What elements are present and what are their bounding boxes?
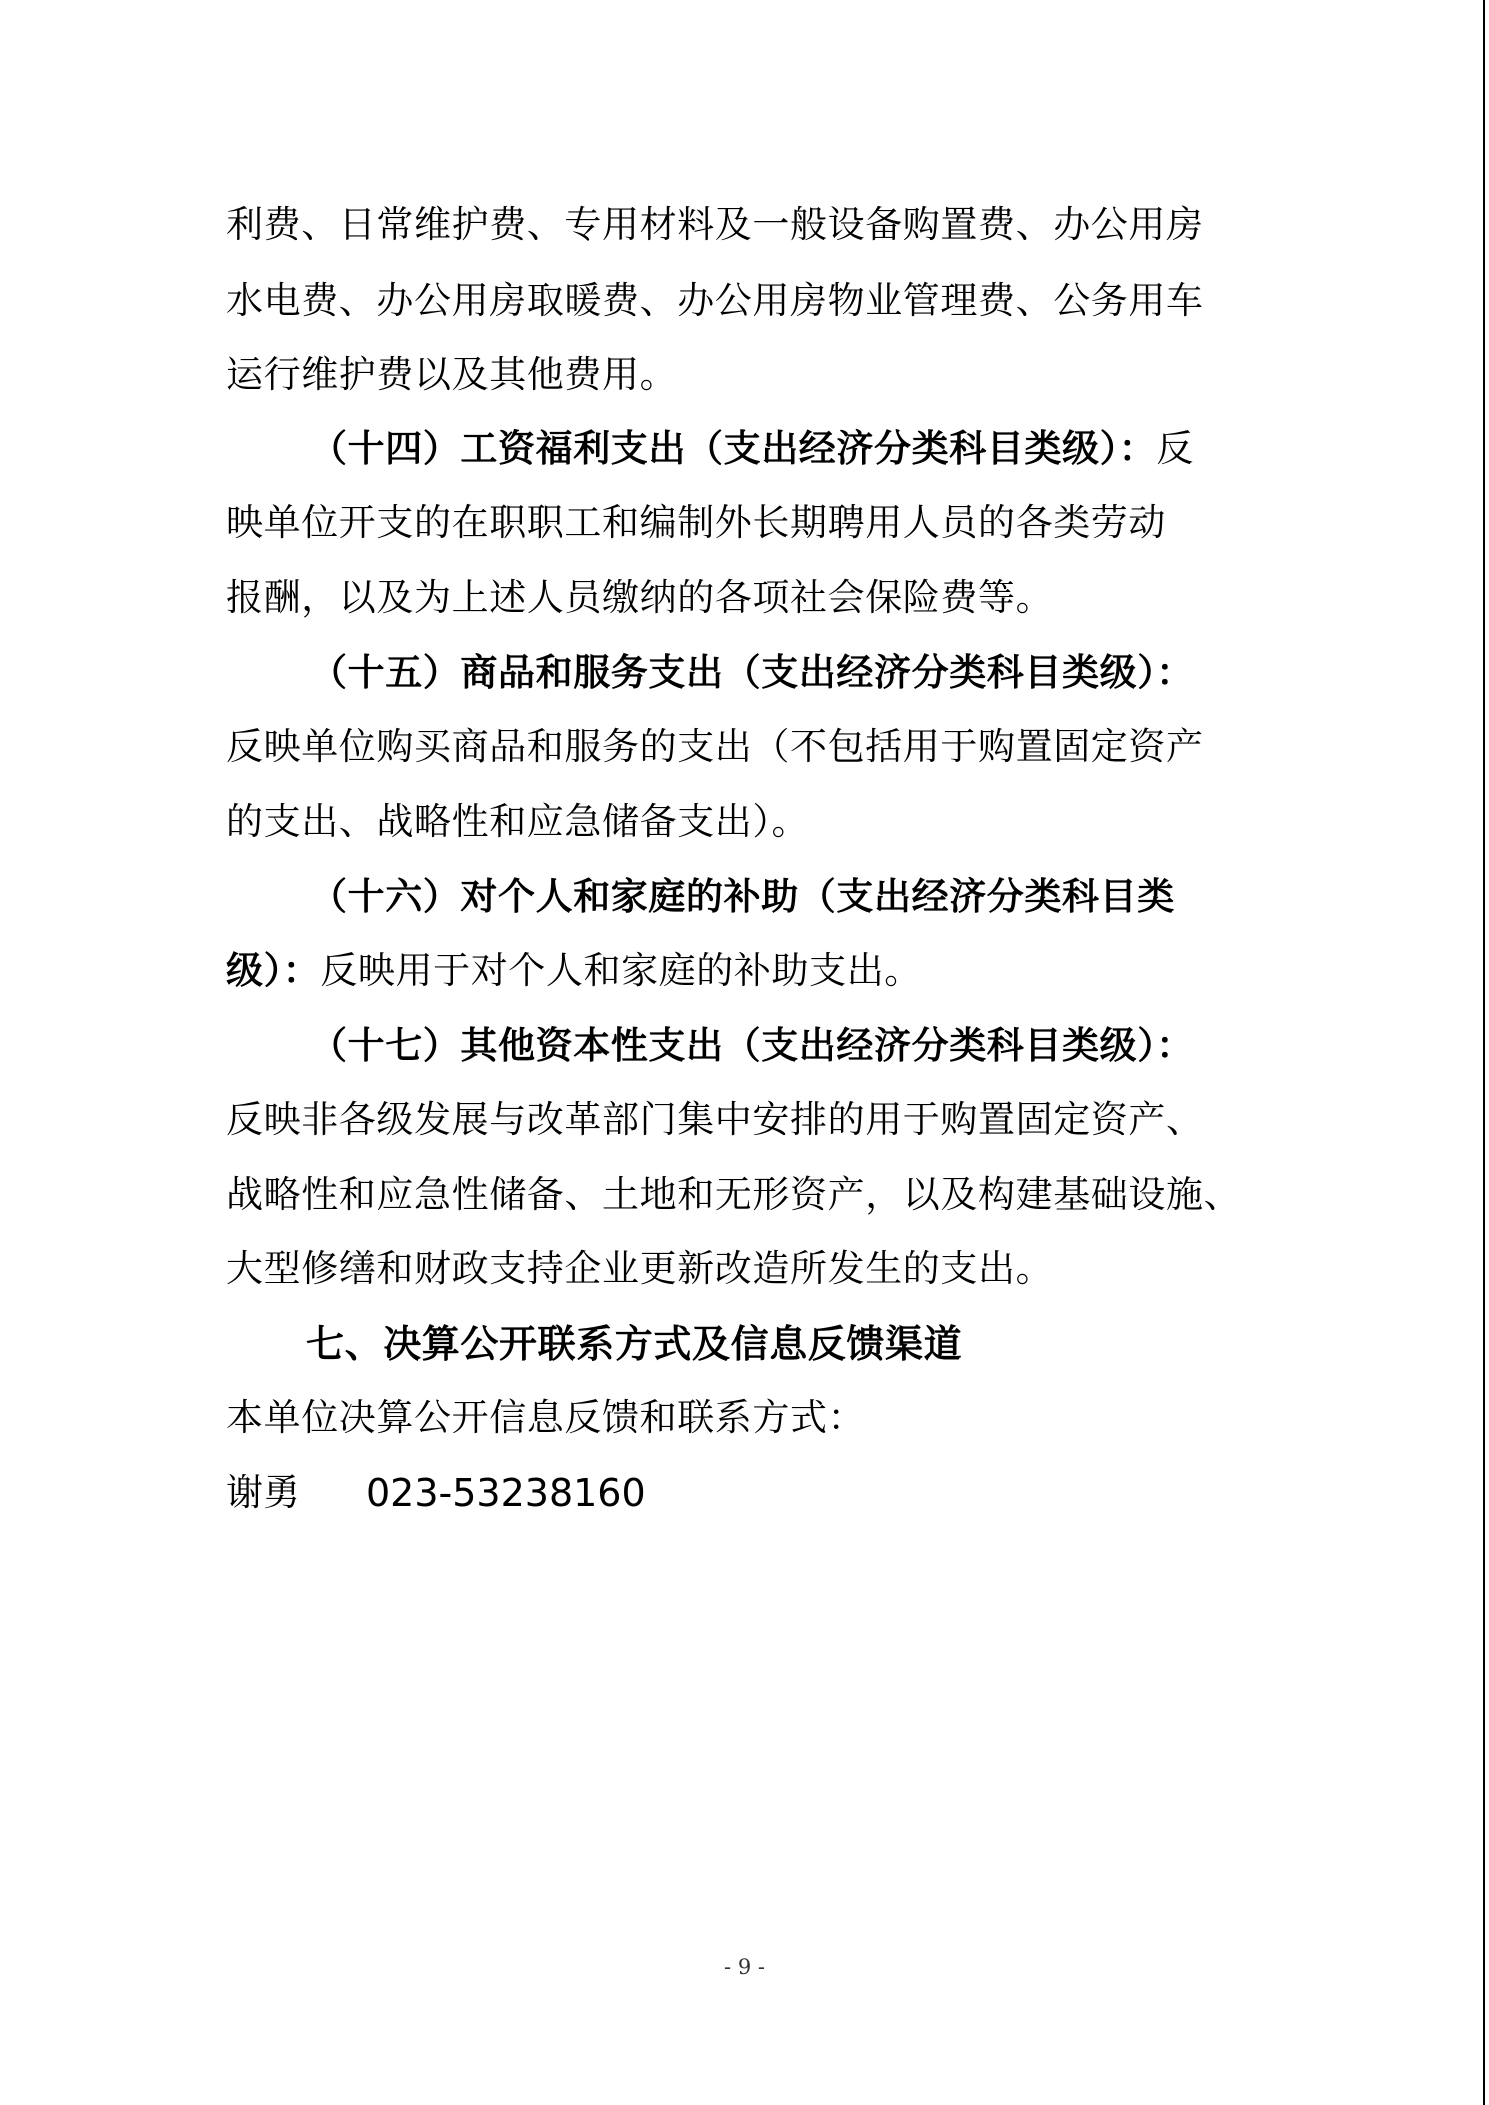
paragraph-line: 战略性和应急性储备、土地和无形资产，以及构建基础设施、 bbox=[226, 1173, 1242, 1216]
paragraph-line: 的支出、战略性和应急储备支出）。 bbox=[226, 800, 810, 843]
page-number: - 9 - bbox=[724, 1955, 765, 1979]
paragraph-line: 水电费、办公用房取暖费、办公用房物业管理费、公务用车 bbox=[226, 279, 1204, 322]
paragraph-line: 利费、日常维护费、专用材料及一般设备购置费、办公用房 bbox=[226, 203, 1204, 246]
contact-name: 谢勇 bbox=[226, 1471, 300, 1514]
item-14-title: （十四）工资福利支出（支出经济分类科目类级）： bbox=[310, 427, 1157, 470]
item-15-title: （十五）商品和服务支出（支出经济分类科目类级）： bbox=[310, 651, 1194, 694]
item-16-text: 反映用于对个人和家庭的补助支出。 bbox=[320, 949, 922, 992]
page-edge-border bbox=[1483, 0, 1485, 2105]
paragraph-line: 反映非各级发展与改革部门集中安排的用于购置固定资产、 bbox=[226, 1098, 1204, 1141]
section-heading: 七、决算公开联系方式及信息反馈渠道 bbox=[306, 1322, 963, 1366]
paragraph-line: 报酬，以及为上述人员缴纳的各项社会保险费等。 bbox=[226, 576, 1054, 619]
contact-phone: 023-53238160 bbox=[366, 1471, 646, 1515]
contact-intro: 本单位决算公开信息反馈和联系方式： bbox=[226, 1396, 866, 1439]
item-16-title-end: 级）： bbox=[226, 949, 321, 992]
paragraph-line: 映单位开支的在职职工和编制外长期聘用人员的各类劳动 bbox=[226, 501, 1166, 544]
item-14-first-line bbox=[310, 426, 1350, 472]
item-17-title: （十七）其他资本性支出（支出经济分类科目类级）： bbox=[310, 1024, 1194, 1067]
item-16-second-line bbox=[226, 948, 1266, 994]
item-14-text: 反 bbox=[1156, 427, 1194, 470]
paragraph-line: 反映单位购买商品和服务的支出（不包括用于购置固定资产 bbox=[226, 725, 1204, 768]
item-16-title: （十六）对个人和家庭的补助（支出经济分类科目类 bbox=[310, 875, 1175, 918]
paragraph-line: 运行维护费以及其他费用。 bbox=[226, 353, 678, 396]
paragraph-line: 大型修缮和财政支持企业更新改造所发生的支出。 bbox=[226, 1247, 1054, 1290]
